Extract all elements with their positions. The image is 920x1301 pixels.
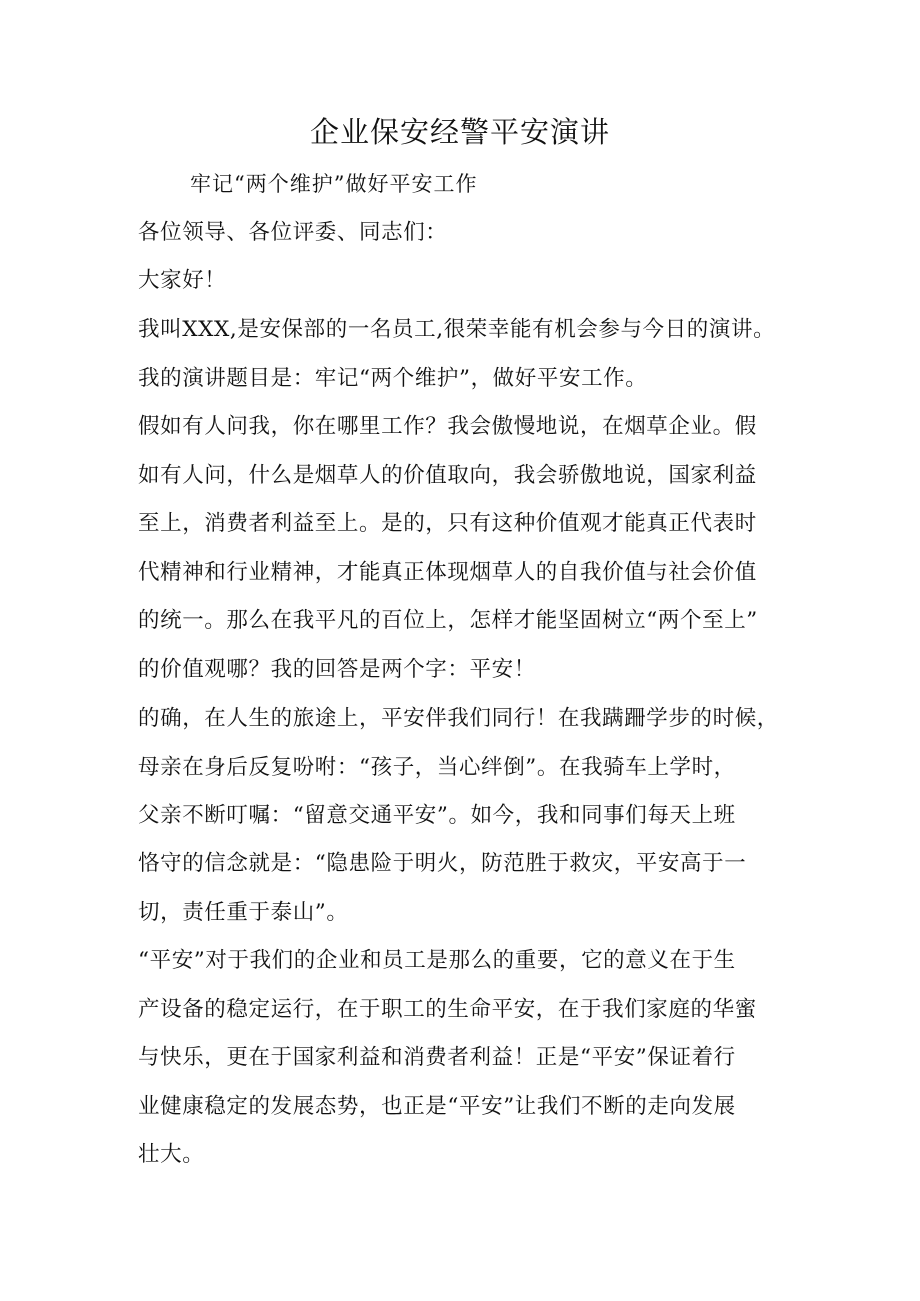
paragraph-line: “平安”对于我们的企业和员工是那么的重要，它的意义在于生	[138, 948, 736, 973]
paragraph-line: 父亲不断叮嘱：“留意交通平安”。如今，我和同事们每天上班	[138, 803, 736, 828]
paragraph-line: 与快乐，更在于国家利益和消费者利益！正是“平安”保证着行	[138, 1045, 736, 1070]
paragraph-line: 至上，消费者利益至上。是的，只有这种价值观才能真正代表时	[138, 511, 757, 536]
paragraph-line: 如有人问，什么是烟草人的价值取向，我会骄傲地说，国家利益	[138, 463, 757, 488]
paragraph-line: 业健康稳定的发展态势，也正是“平安”让我们不断的走向发展	[138, 1094, 736, 1119]
paragraph-line: 的统一。那么在我平凡的百位上，怎样才能坚固树立“两个至上”	[138, 608, 758, 633]
paragraph-line: 产设备的稳定运行，在于职工的生命平安，在于我们家庭的华蜜	[138, 997, 757, 1022]
paragraph-line: 代精神和行业精神，才能真正体现烟草人的自我价值与社会价值	[138, 560, 757, 585]
document-subtitle: 牢记“两个维护”做好平安工作	[190, 172, 478, 196]
greeting-line: 大家好！	[138, 268, 227, 293]
paragraph-line: 恪守的信念就是：“隐患险于明火，防范胜于救灾，平安高于一	[138, 851, 747, 876]
paragraph-line: 的价值观哪？我的回答是两个字：平安！	[138, 657, 536, 682]
paragraph-line: 假如有人问我，你在哪里工作？我会傲慢地说，在烟草企业。假	[138, 414, 757, 439]
document-title: 企业保安经警平安演讲	[309, 115, 610, 149]
paragraph-line: 切，责任重于泰山”。	[138, 900, 349, 925]
paragraph-line: 我叫XXX,是安保部的一名员工,很荣幸能有机会参与今日的演讲。	[138, 317, 776, 342]
paragraph-line: 壮大。	[138, 1142, 205, 1167]
salutation-line: 各位领导、各位评委、同志们：	[138, 220, 448, 245]
paragraph-line: 母亲在身后反复吩咐：“孩子，当心绊倒”。在我骑车上学时，	[138, 755, 736, 780]
paragraph-line: 的确，在人生的旅途上，平安伴我们同行！在我蹒跚学步的时候，	[138, 706, 779, 731]
paragraph-line: 我的演讲题目是：牢记“两个维护”，做好平安工作。	[138, 366, 648, 391]
